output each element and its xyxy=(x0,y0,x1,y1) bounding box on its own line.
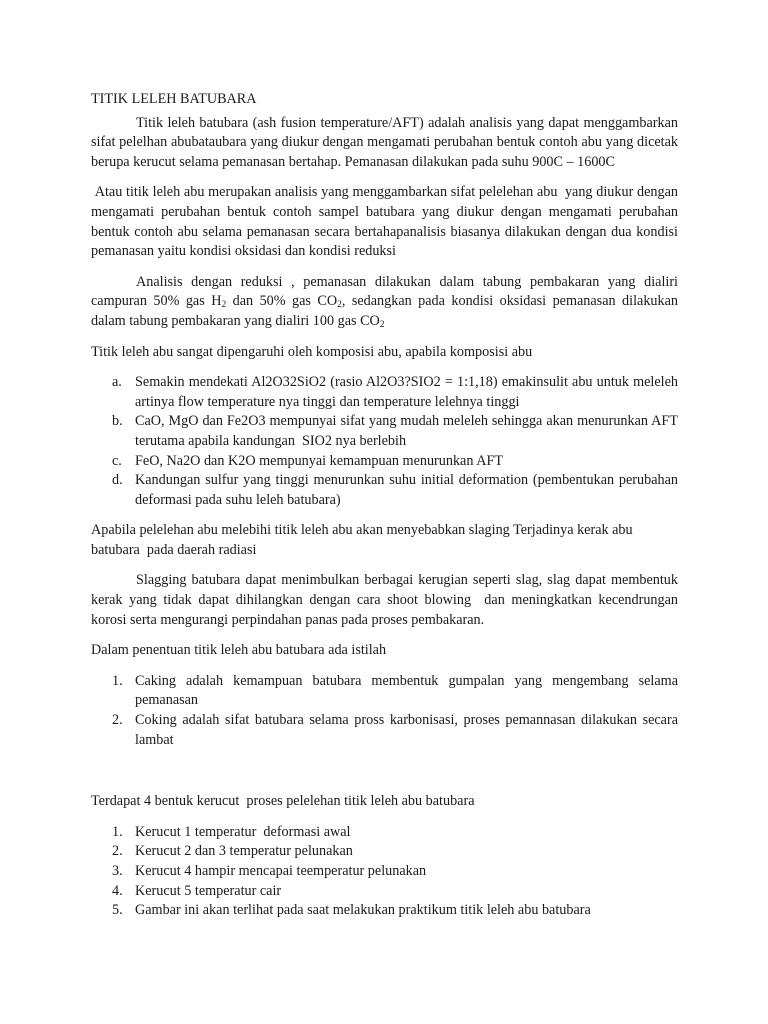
list-item-text: CaO, MgO dan Fe2O3 mempunyai sifat yang mudah meleleh sehingga akan menurunkan AFT terutama apabila kandungan SIO2 nya berlebih xyxy=(135,413,682,449)
blank-line xyxy=(91,761,678,792)
list-item-text: Caking adalah kemampuan batubara membentuk gumpalan yang mengembang selama pemanasan xyxy=(135,672,678,709)
list-item-text: Gambar ini akan terlihat pada saat melakukan praktikum titik leleh abu batubara xyxy=(135,902,591,919)
list-item-text: Kerucut 1 temperatur deformasi awal xyxy=(135,823,351,840)
list-marker: 1. xyxy=(112,672,123,689)
composition-list xyxy=(91,373,682,510)
list-item-text: Kerucut 4 hampir mencapai teemperatur pelunakan xyxy=(135,863,427,879)
list-item-text: Semakin mendekati Al2O32SiO2 (rasio Al2O3?SIO2 = 1:1,18) emakinsulit abu untuk meleleh artinya flow temperature nya tinggi dan temperature lelehnya tinggi xyxy=(135,374,678,410)
list-item xyxy=(91,471,678,510)
list-marker: 3. xyxy=(112,863,123,879)
terms-list xyxy=(91,672,678,750)
list-marker: 2. xyxy=(112,843,123,860)
paragraph-slaging: Apabila pelelehan abu melebihi titik leleh abu akan menyebabkan slaging Terjadinya kerak abu batubara pada daerah radiasi xyxy=(91,522,637,558)
list-item-text: FeO, Na2O dan K2O mempunyai kemampuan menurunkan AFT xyxy=(135,452,504,469)
subscript-h2: 2 xyxy=(221,300,227,311)
paragraph-reduction-analysis xyxy=(91,273,678,332)
list-item xyxy=(91,862,678,882)
paragraph-composition-intro: Titik leleh abu sangat dipengaruhi oleh komposisi abu, apabila komposisi abu xyxy=(91,343,533,360)
subscript-co2-a: 2 xyxy=(337,300,342,311)
list-item xyxy=(91,672,678,711)
document-body xyxy=(91,90,682,932)
reduction-text-3: , sedangkan pada kondisi oksidasi pemanasan dilakukan dalam tabung pembakaran yang dialiri 100 gas CO xyxy=(91,293,678,329)
paragraph-slagging-effects: Slagging batubara dapat menimbulkan berbagai kerugian seperti slag, slag dapat membentuk kerak yang tidak dapat dihilangkan dengan cara shoot blowing dan meningkatkan kecendrungan korosi serta mengurangi perpindahan panas pada proses pembakaran. xyxy=(91,572,682,628)
subscript-co2-b: 2 xyxy=(379,319,385,330)
list-marker: c. xyxy=(112,452,122,469)
list-item xyxy=(91,901,678,921)
document-title: TITIK LELEH BATUBARA xyxy=(91,91,257,107)
list-item xyxy=(91,412,682,451)
paragraph-alternative-definition: Atau titik leleh abu merupakan analisis yang menggambarkan sifat pelelehan abu yang diukur dengan mengamati perubahan bentuk contoh sampel batubara yang diukur dengan mengamati perubahan bentuk contoh abu selama pemanasan secara bertahapanalisis biasanya dilakukan dengan dua kondisi pemanasan yaitu kondisi oksidasi dan kondisi reduksi xyxy=(91,184,682,260)
list-marker: 2. xyxy=(112,712,123,729)
list-item xyxy=(91,842,678,862)
reduction-text-2: dan 50% gas CO xyxy=(226,293,338,310)
list-marker: d. xyxy=(112,472,123,489)
list-item-text: Coking adalah sifat batubara selama pross karbonisasi, proses pemannasan dilakukan secara lambat xyxy=(135,712,678,748)
list-item xyxy=(91,452,678,472)
paragraph-definition: Titik leleh batubara (ash fusion temperature/AFT) adalah analisis yang dapat menggambarkan sifat pelelhan abubataubara yang diukur dengan mengamati perubahan bentuk contoh abu yang dicetak berupa kerucut selama pemanasan bertahap. Pemanasan dilakukan pada suhu 900C – 1600C xyxy=(91,114,678,170)
list-item xyxy=(91,711,678,750)
list-marker: b. xyxy=(112,413,123,430)
list-item-text: Kerucut 2 dan 3 temperatur pelunakan xyxy=(135,843,353,860)
list-marker: 4. xyxy=(112,882,123,899)
list-marker: a. xyxy=(112,374,122,391)
list-marker: 5. xyxy=(112,902,123,919)
list-item-text: Kerucut 5 temperatur cair xyxy=(135,882,282,899)
cone-list xyxy=(91,823,678,921)
reduction-text-1: Analisis dengan reduksi , pemanasan dilakukan dalam tabung pembakaran yang dialiri campuran 50% gas H xyxy=(91,273,678,310)
list-item xyxy=(91,373,678,412)
list-item-text: Kandungan sulfur yang tinggi menurunkan suhu initial deformation (pembentukan perubahan deformasi pada suhu leleh batubara) xyxy=(135,472,678,508)
list-marker: 1. xyxy=(112,823,123,840)
paragraph-cone-intro: Terdapat 4 bentuk kerucut proses pelelehan titik leleh abu batubara xyxy=(91,793,475,810)
paragraph-terms-intro: Dalam penentuan titik leleh abu batubara ada istilah xyxy=(91,642,387,659)
list-item xyxy=(91,882,678,902)
list-item xyxy=(91,823,678,843)
